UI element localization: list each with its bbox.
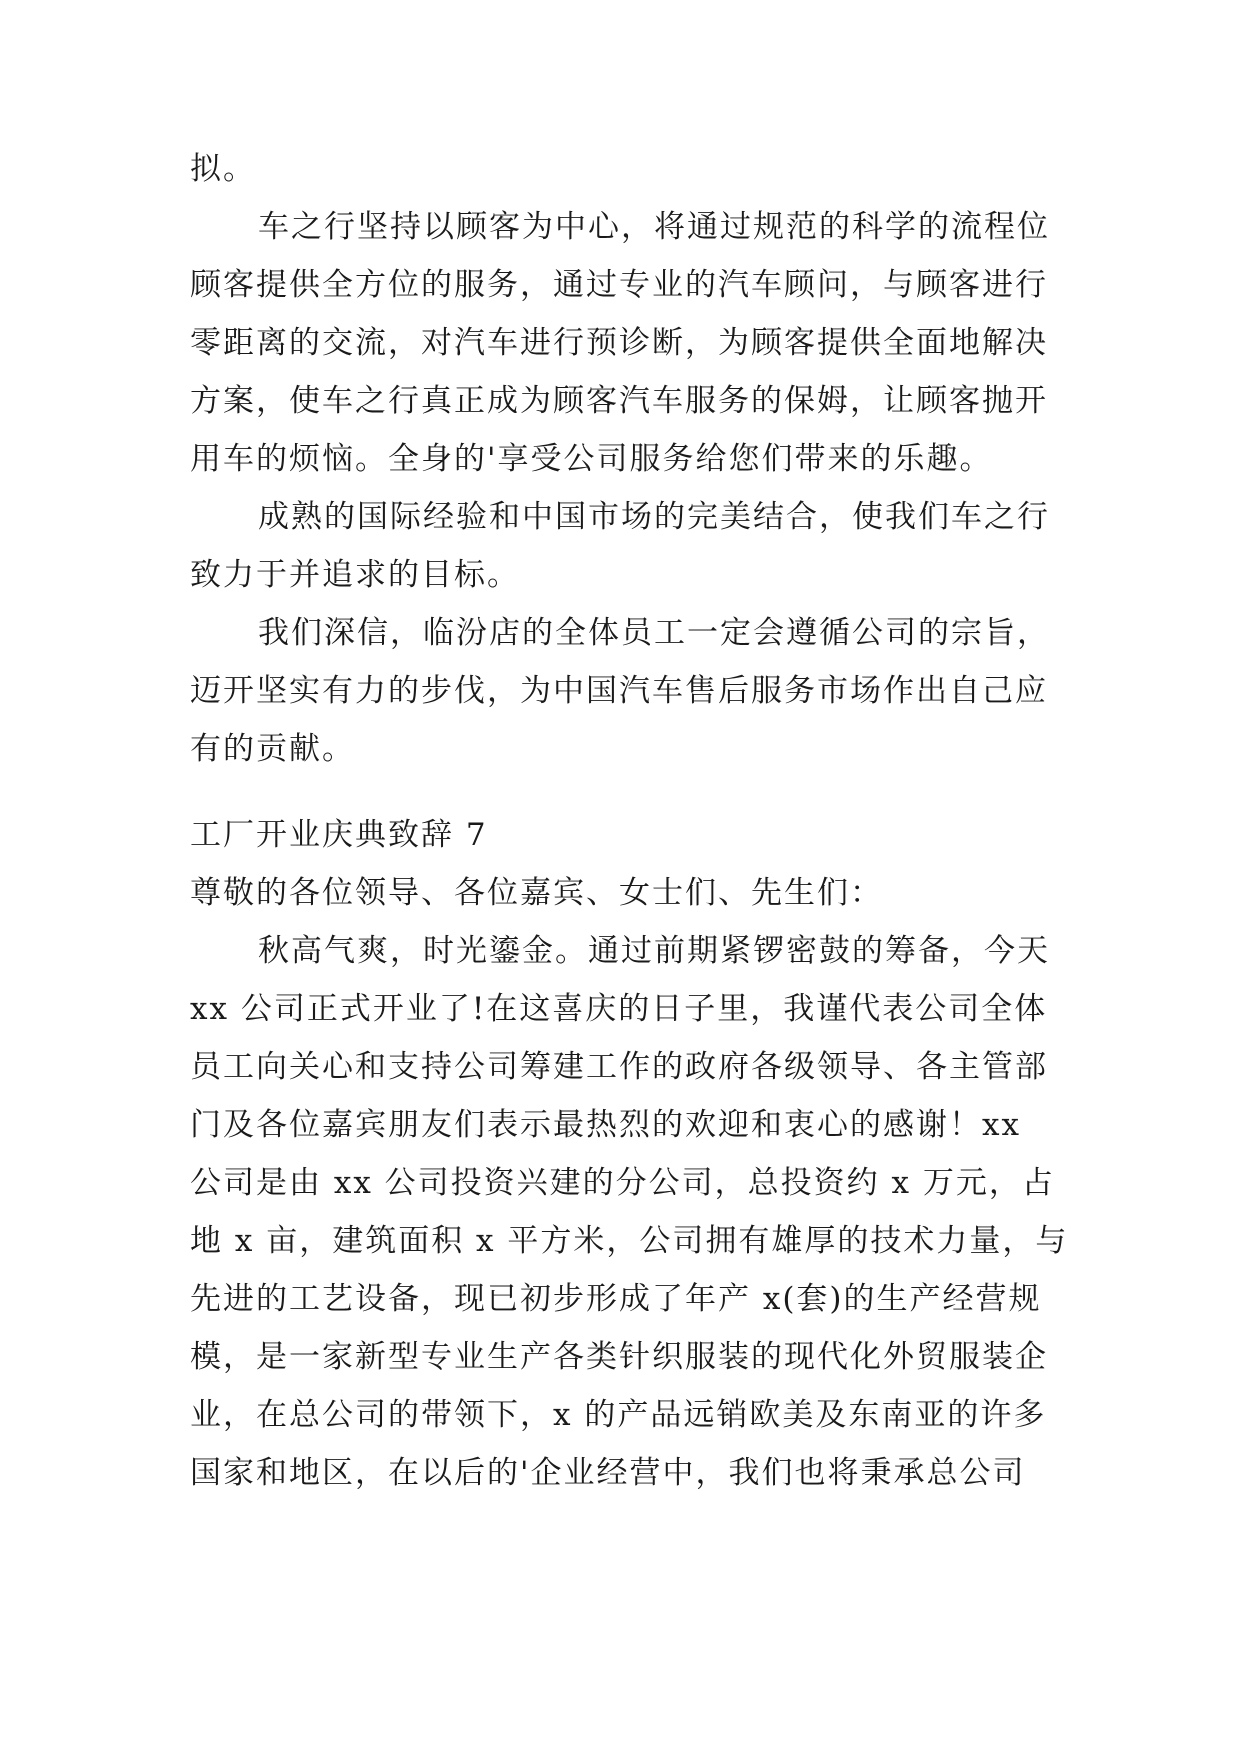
text-line: 零距离的交流，对汽车进行预诊断，为顾客提供全面地解决 <box>190 325 1048 361</box>
text-line: 拟。 <box>190 151 256 187</box>
text-line: 有的贡献。 <box>190 731 355 767</box>
text-line: 用车的烦恼。全身的'享受公司服务给您们带来的乐趣。 <box>190 441 993 477</box>
section-1-body <box>190 140 1060 778</box>
text-line: 模，是一家新型专业生产各类针织服装的现代化外贸服装企 <box>190 1339 1048 1375</box>
text-line: xx 公司正式开业了!在这喜庆的日子里，我谨代表公司全体 <box>190 991 1048 1027</box>
text-line: 车之行坚持以顾客为中心，将通过规范的科学的流程位 <box>258 209 1050 245</box>
text-line: 公司是由 xx 公司投资兴建的分公司，总投资约 x 万元，占 <box>190 1165 1055 1201</box>
text-line: 国家和地区，在以后的'企业经营中，我们也将秉承总公司 <box>190 1455 1026 1491</box>
text-line: 先进的工艺设备，现已初步形成了年产 x(套)的生产经营规 <box>190 1281 1042 1317</box>
section-2-body <box>190 806 1069 1502</box>
text-line: 我们深信，临汾店的全体员工一定会遵循公司的宗旨， <box>258 615 1050 651</box>
text-line: 地 x 亩，建筑面积 x 平方米，公司拥有雄厚的技术力量，与 <box>190 1223 1069 1259</box>
text-line: 成熟的国际经验和中国市场的完美结合，使我们车之行 <box>258 499 1050 535</box>
text-line: 迈开坚实有力的步伐，为中国汽车售后服务市场作出自己应 <box>190 673 1048 709</box>
text-line: 顾客提供全方位的服务，通过专业的汽车顾问，与顾客进行 <box>190 267 1048 303</box>
text-line: 业，在总公司的带领下，x 的产品远销欧美及东南亚的许多 <box>190 1397 1047 1433</box>
text-line: 方案，使车之行真正成为顾客汽车服务的保姆，让顾客抛开 <box>190 383 1048 419</box>
text-line: 秋高气爽，时光鎏金。通过前期紧锣密鼓的筹备，今天 <box>258 933 1050 969</box>
section-title: 工厂开业庆典致辞 7 <box>190 817 488 853</box>
salutation: 尊敬的各位领导、各位嘉宾、女士们、先生们： <box>190 875 883 911</box>
text-line: 门及各位嘉宾朋友们表示最热烈的欢迎和衷心的感谢！xx <box>190 1107 1021 1143</box>
text-line: 致力于并追求的目标。 <box>190 557 520 593</box>
text-line: 员工向关心和支持公司筹建工作的政府各级领导、各主管部 <box>190 1049 1048 1085</box>
